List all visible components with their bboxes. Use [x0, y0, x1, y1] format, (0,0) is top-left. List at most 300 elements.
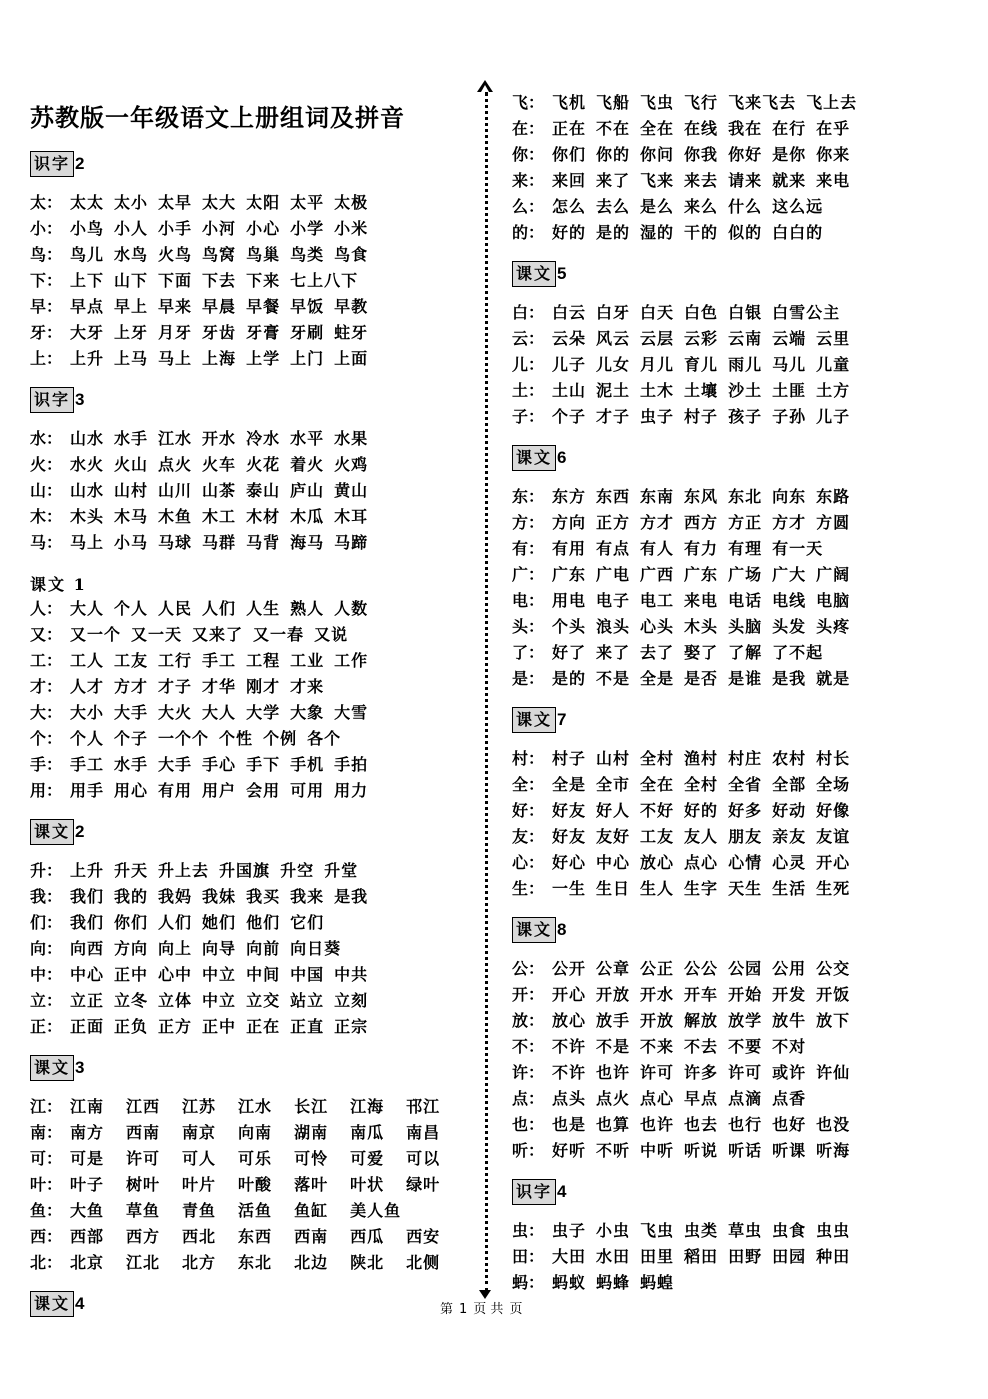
word-section: [512, 260, 962, 430]
compound-word: 土壤: [684, 381, 719, 400]
compound-word: 你们: [114, 913, 149, 932]
word-row: [512, 352, 962, 378]
compound-word: 早饭: [290, 297, 325, 316]
word-row: [30, 1120, 470, 1146]
compound-word: 心情: [728, 853, 763, 872]
compound-word: 方才: [640, 513, 675, 532]
compound-word: 全是: [552, 775, 587, 794]
compound-word: 开心: [816, 853, 851, 872]
compound-word: 不去: [684, 1037, 719, 1056]
compound-word: 手下: [246, 755, 281, 774]
word-row: [512, 326, 962, 352]
compound-word: 正宗: [334, 1017, 369, 1036]
compound-word: 公交: [816, 959, 851, 978]
compound-word: 开心: [552, 985, 587, 1004]
compound-word: 也算: [596, 1115, 631, 1134]
compound-word: 鸟巢: [246, 245, 281, 264]
compound-word: 你来: [816, 145, 851, 164]
compound-word: 好友: [552, 827, 587, 846]
section-label: 课文 1: [30, 574, 87, 594]
compound-word: 又一天: [131, 625, 183, 644]
section-label-box: 识字: [30, 387, 74, 413]
compound-word: 工行: [158, 651, 193, 670]
compound-word: 美人鱼: [350, 1201, 402, 1220]
compound-word: 来电: [816, 171, 851, 190]
key-character: 来：: [512, 171, 545, 190]
compound-word: 会用: [246, 781, 281, 800]
compound-word: 全村: [640, 749, 675, 768]
section-label-box: 课文: [30, 819, 74, 845]
key-character: 有：: [512, 539, 545, 558]
compound-word: 田里: [640, 1247, 675, 1266]
key-character: 马：: [30, 533, 63, 552]
word-row: [30, 452, 470, 478]
compound-word: 方才: [114, 677, 149, 696]
compound-word: 好听: [552, 1141, 587, 1160]
compound-word: 开发: [772, 985, 807, 1004]
compound-word: 正直: [290, 1017, 325, 1036]
compound-word: 东风: [684, 487, 719, 506]
word-row: [30, 648, 470, 674]
compound-word: 早点: [70, 297, 105, 316]
compound-word: 许仙: [816, 1063, 851, 1082]
section-heading: [30, 570, 470, 596]
compound-word: 太平: [290, 193, 325, 212]
compound-word: 飞虫: [640, 93, 675, 112]
key-character: 们：: [30, 913, 63, 932]
key-character: 虫：: [512, 1221, 545, 1240]
compound-word: 向导: [202, 939, 237, 958]
compound-word: 云南: [728, 329, 763, 348]
compound-word: 儿子: [816, 407, 851, 426]
compound-word: 是你: [772, 145, 807, 164]
compound-word: 陕北: [350, 1253, 385, 1272]
compound-word: 什么: [728, 197, 763, 216]
compound-word: 是否: [684, 669, 719, 688]
compound-word: 中国: [290, 965, 325, 984]
compound-word: 早点: [684, 1089, 719, 1108]
compound-word: 大象: [290, 703, 325, 722]
compound-word: 江南: [70, 1097, 105, 1116]
compound-word: 好像: [816, 801, 851, 820]
word-row: [512, 116, 962, 142]
compound-word: 鱼缸: [294, 1201, 329, 1220]
compound-word: 也是: [552, 1115, 587, 1134]
compound-word: 虫类: [684, 1221, 719, 1240]
compound-word: 公章: [596, 959, 631, 978]
compound-word: 下面: [158, 271, 193, 290]
compound-word: 西安: [406, 1227, 441, 1246]
compound-word: 全在: [640, 775, 675, 794]
compound-word: 小虫: [596, 1221, 631, 1240]
key-character: 广：: [512, 565, 545, 584]
key-character: 不：: [512, 1037, 545, 1056]
compound-word: 我们: [70, 913, 105, 932]
section-heading: [512, 706, 962, 734]
compound-word: 不来: [640, 1037, 675, 1056]
word-row: [512, 850, 962, 876]
compound-word: 用手: [70, 781, 105, 800]
key-character: 个：: [30, 729, 63, 748]
compound-word: 火花: [246, 455, 281, 474]
key-character: 电：: [512, 591, 545, 610]
compound-word: 马背: [246, 533, 281, 552]
key-character: 北：: [30, 1253, 63, 1272]
compound-word: 朋友: [728, 827, 763, 846]
compound-word: 友好: [596, 827, 631, 846]
key-character: 才：: [30, 677, 63, 696]
word-row: [512, 1086, 962, 1112]
compound-word: 大手: [158, 755, 193, 774]
section-number: 7: [557, 710, 567, 729]
compound-word: 马群: [202, 533, 237, 552]
word-row: [30, 936, 470, 962]
compound-word: 生死: [816, 879, 851, 898]
compound-word: 江水: [238, 1097, 273, 1116]
compound-word: 蛀牙: [334, 323, 369, 342]
compound-word: 雨儿: [728, 355, 763, 374]
compound-word: 北边: [294, 1253, 329, 1272]
compound-word: 熟人: [290, 599, 325, 618]
compound-word: 广东: [684, 565, 719, 584]
compound-word: 庐山: [290, 481, 325, 500]
compound-word: 田野: [728, 1247, 763, 1266]
compound-word: 不听: [596, 1141, 631, 1160]
word-row: [30, 216, 470, 242]
compound-word: 大田: [552, 1247, 587, 1266]
word-row: [512, 798, 962, 824]
compound-word: 开水: [640, 985, 675, 1004]
compound-word: 下去: [202, 271, 237, 290]
compound-word: 火山: [114, 455, 149, 474]
compound-word: 工作: [334, 651, 369, 670]
compound-word: 向西: [70, 939, 105, 958]
compound-word: 土匪: [772, 381, 807, 400]
compound-word: 向日葵: [290, 939, 342, 958]
compound-word: 东方: [552, 487, 587, 506]
compound-word: 叶状: [350, 1175, 385, 1194]
compound-word: 点头: [552, 1089, 587, 1108]
compound-word: 七上八下: [290, 271, 359, 290]
compound-word: 了解: [728, 643, 763, 662]
compound-word: 开饭: [816, 985, 851, 1004]
word-row: [512, 746, 962, 772]
compound-word: 头疼: [816, 617, 851, 636]
compound-word: 不对: [772, 1037, 807, 1056]
word-row: [512, 824, 962, 850]
arrow-up-icon: [477, 80, 493, 92]
word-row: [30, 726, 470, 752]
compound-word: 小手: [158, 219, 193, 238]
compound-word: 工业: [290, 651, 325, 670]
compound-word: 下来: [246, 271, 281, 290]
compound-word: 用电: [552, 591, 587, 610]
section-heading: [512, 260, 962, 288]
compound-word: 立冬: [114, 991, 149, 1010]
compound-word: 水果: [334, 429, 369, 448]
word-row: [30, 504, 470, 530]
compound-word: 木鱼: [158, 507, 193, 526]
compound-word: 正负: [114, 1017, 149, 1036]
compound-word: 好友: [552, 801, 587, 820]
compound-word: 西方: [126, 1227, 161, 1246]
compound-word: 电话: [728, 591, 763, 610]
compound-word: 来回: [552, 171, 587, 190]
compound-word: 飞行: [684, 93, 719, 112]
compound-word: 手拍: [334, 755, 369, 774]
section-heading: [30, 1290, 470, 1318]
compound-word: 升国旗: [219, 861, 271, 880]
word-row: [30, 884, 470, 910]
word-row: [30, 700, 470, 726]
compound-word: 木头: [70, 507, 105, 526]
key-character: 叶：: [30, 1175, 63, 1194]
compound-word: 西南: [126, 1123, 161, 1142]
compound-word: 方才: [772, 513, 807, 532]
key-character: 飞：: [512, 93, 545, 112]
compound-word: 云朵: [552, 329, 587, 348]
compound-word: 全在: [640, 119, 675, 138]
compound-word: 手工: [70, 755, 105, 774]
compound-word: 沙土: [728, 381, 763, 400]
section-label-box: 课文: [512, 707, 556, 733]
compound-word: 去么: [596, 197, 631, 216]
word-row: [512, 1270, 962, 1296]
compound-word: 工友: [640, 827, 675, 846]
compound-word: 听说: [684, 1141, 719, 1160]
word-row: [30, 1094, 470, 1120]
compound-word: 也没: [816, 1115, 851, 1134]
compound-word: 白色: [684, 303, 719, 322]
compound-word: 点香: [772, 1089, 807, 1108]
compound-word: 大火: [158, 703, 193, 722]
page-footer: [440, 1298, 528, 1317]
compound-word: 稻田: [684, 1247, 719, 1266]
word-row: [512, 1034, 962, 1060]
compound-word: 大雪: [334, 703, 369, 722]
compound-word: 是的: [596, 223, 631, 242]
key-character: 水：: [30, 429, 63, 448]
key-character: 山：: [30, 481, 63, 500]
section-number: 4: [557, 1182, 567, 1201]
compound-word: 好的: [552, 223, 587, 242]
compound-word: 山茶: [202, 481, 237, 500]
word-row: [512, 562, 962, 588]
compound-word: 广大: [772, 565, 807, 584]
compound-word: 有理: [728, 539, 763, 558]
compound-word: 我在: [728, 119, 763, 138]
word-row: [30, 1198, 470, 1224]
compound-word: 太阳: [246, 193, 281, 212]
word-section: [512, 90, 962, 246]
compound-word: 点心: [684, 853, 719, 872]
compound-word: 蚂蝗: [640, 1273, 675, 1292]
compound-word: 南京: [182, 1123, 217, 1142]
compound-word: 鸟窝: [202, 245, 237, 264]
compound-word: 点滴: [728, 1089, 763, 1108]
compound-word: 又说: [314, 625, 349, 644]
word-row: [512, 142, 962, 168]
compound-word: 又来了: [192, 625, 244, 644]
compound-word: 东北: [728, 487, 763, 506]
compound-word: 工友: [114, 651, 149, 670]
compound-word: 草虫: [728, 1221, 763, 1240]
compound-word: 你们: [552, 145, 587, 164]
compound-word: 个人: [114, 599, 149, 618]
compound-word: 也好: [772, 1115, 807, 1134]
column-divider: [485, 92, 488, 1292]
compound-word: 泥土: [596, 381, 631, 400]
word-row: [512, 1112, 962, 1138]
compound-word: 是我: [334, 887, 369, 906]
word-row: [512, 300, 962, 326]
compound-word: 正面: [70, 1017, 105, 1036]
compound-word: 立交: [246, 991, 281, 1010]
compound-word: 蚂蜂: [596, 1273, 631, 1292]
compound-word: 上升: [70, 861, 105, 880]
key-character: 田：: [512, 1247, 545, 1266]
compound-word: 向前: [246, 939, 281, 958]
compound-word: 就来: [772, 171, 807, 190]
compound-word: 立正: [70, 991, 105, 1010]
compound-word: 友人: [684, 827, 719, 846]
word-section: [30, 570, 470, 804]
compound-word: 才来: [290, 677, 325, 696]
key-character: 下：: [30, 271, 63, 290]
word-row: [30, 622, 470, 648]
key-character: 蚂：: [512, 1273, 545, 1292]
key-character: 云：: [512, 329, 545, 348]
compound-word: 可以: [406, 1149, 441, 1168]
compound-word: 早上: [114, 297, 149, 316]
key-character: 火：: [30, 455, 63, 474]
compound-word: 孩子: [728, 407, 763, 426]
compound-word: 西瓜: [350, 1227, 385, 1246]
compound-word: 大牙: [70, 323, 105, 342]
compound-word: 太大: [202, 193, 237, 212]
compound-word: 种田: [816, 1247, 851, 1266]
compound-word: 也许: [596, 1063, 631, 1082]
compound-word: 来电: [684, 591, 719, 610]
compound-word: 向东: [772, 487, 807, 506]
compound-word: 在行: [772, 119, 807, 138]
compound-word: 手机: [290, 755, 325, 774]
compound-word: 东路: [816, 487, 851, 506]
compound-word: 生日: [596, 879, 631, 898]
compound-word: 南方: [70, 1123, 105, 1142]
compound-word: 个性: [219, 729, 254, 748]
compound-word: 工程: [246, 651, 281, 670]
compound-word: 湖南: [294, 1123, 329, 1142]
section-number: 4: [75, 1294, 85, 1313]
compound-word: 小学: [290, 219, 325, 238]
compound-word: 火鸡: [334, 455, 369, 474]
compound-word: 西南: [294, 1227, 329, 1246]
compound-word: 不要: [728, 1037, 763, 1056]
compound-word: 水平: [290, 429, 325, 448]
compound-word: 向南: [238, 1123, 273, 1142]
section-label-box: 识字: [512, 1179, 556, 1205]
compound-word: 来么: [684, 197, 719, 216]
compound-word: 南昌: [406, 1123, 441, 1142]
key-character: 许：: [512, 1063, 545, 1082]
key-character: 江：: [30, 1097, 63, 1116]
compound-word: 木材: [246, 507, 281, 526]
compound-word: 我买: [246, 887, 281, 906]
word-row: [30, 320, 470, 346]
compound-word: 江苏: [182, 1097, 217, 1116]
key-character: 子：: [512, 407, 545, 426]
compound-word: 上学: [246, 349, 281, 368]
compound-word: 村长: [816, 749, 851, 768]
key-character: 的：: [512, 223, 545, 242]
compound-word: 木马: [114, 507, 149, 526]
compound-word: 电工: [640, 591, 675, 610]
compound-word: 江西: [126, 1097, 161, 1116]
compound-word: 水火: [70, 455, 105, 474]
compound-word: 西北: [182, 1227, 217, 1246]
compound-word: 听海: [816, 1141, 851, 1160]
compound-word: 一个个: [158, 729, 210, 748]
compound-word: 有用: [552, 539, 587, 558]
compound-word: 立体: [158, 991, 193, 1010]
compound-word: 好心: [552, 853, 587, 872]
key-character: 手：: [30, 755, 63, 774]
compound-word: 手工: [202, 651, 237, 670]
compound-word: 东北: [238, 1253, 273, 1272]
word-row: [512, 588, 962, 614]
key-character: 是：: [512, 669, 545, 688]
compound-word: 一生: [552, 879, 587, 898]
compound-word: 人们: [158, 913, 193, 932]
word-row: [512, 510, 962, 536]
compound-word: 个子: [552, 407, 587, 426]
compound-word: 或许: [772, 1063, 807, 1082]
compound-word: 放牛: [772, 1011, 807, 1030]
compound-word: 开车: [684, 985, 719, 1004]
compound-word: 开放: [640, 1011, 675, 1030]
compound-word: 中心: [596, 853, 631, 872]
compound-word: 太极: [334, 193, 369, 212]
word-row: [512, 772, 962, 798]
compound-word: 海马: [290, 533, 325, 552]
section-heading: [30, 1054, 470, 1082]
key-character: 南：: [30, 1123, 63, 1142]
compound-word: 才子: [158, 677, 193, 696]
compound-word: 风云: [596, 329, 631, 348]
compound-word: 小人: [114, 219, 149, 238]
compound-word: 叶片: [182, 1175, 217, 1194]
compound-word: 月儿: [640, 355, 675, 374]
compound-word: 广场: [728, 565, 763, 584]
compound-word: 上马: [114, 349, 149, 368]
compound-word: 天生: [728, 879, 763, 898]
compound-word: 不是: [596, 669, 631, 688]
key-character: 木：: [30, 507, 63, 526]
key-character: 么：: [512, 197, 545, 216]
compound-word: 友谊: [816, 827, 851, 846]
compound-word: 人们: [202, 599, 237, 618]
word-row: [30, 778, 470, 804]
compound-word: 有一天: [772, 539, 824, 558]
key-character: 鸟：: [30, 245, 63, 264]
compound-word: 儿童: [816, 355, 851, 374]
key-character: 牙：: [30, 323, 63, 342]
compound-word: 子孙: [772, 407, 807, 426]
compound-word: 在线: [684, 119, 719, 138]
compound-word: 有力: [684, 539, 719, 558]
compound-word: 大鱼: [70, 1201, 105, 1220]
